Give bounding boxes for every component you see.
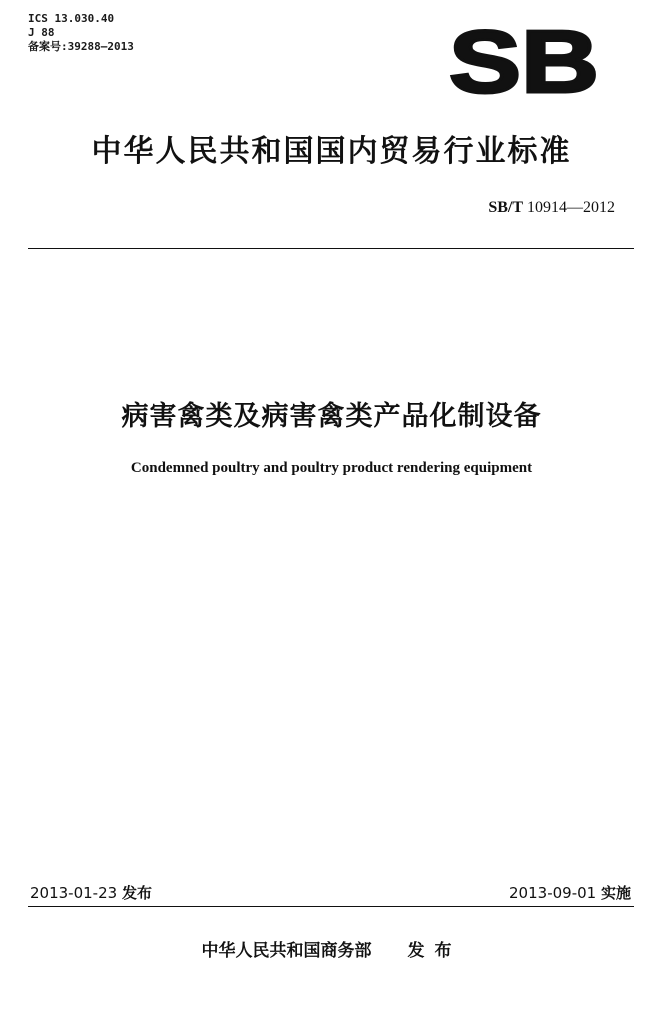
industry-standard-title: 中华人民共和国国内贸易行业标准 [91,134,572,169]
footer-divider [28,906,634,907]
record-number: 备案号:39288—2013 [28,40,134,53]
issue-date-label: 发布 [121,884,152,902]
ics-code: ICS 13.030.40 [28,12,115,25]
classification-block [28,12,134,54]
document-title-zh: 病害禽类及病害禽类产品化制设备 [121,401,542,432]
ccs-code: J 88 [28,26,55,39]
issue-date-value: 2013-01-23 [30,884,118,902]
implementation-date [509,882,631,903]
publisher [0,936,663,961]
standard-prefix: SB/T [488,199,523,216]
implementation-date-label: 实施 [600,884,631,902]
header-divider [28,248,634,249]
document-title-en: Condemned poultry and poultry product rendering equipment [130,460,533,476]
sb-logo [448,26,600,98]
publisher-name: 中华人民共和国商务部 [201,941,372,961]
standard-code: 10914—2012 [527,199,615,216]
sb-logo-text: SB [449,26,599,98]
implementation-date-value: 2013-09-01 [509,884,597,902]
standard-number [488,199,615,217]
publisher-label: 发布 [407,941,462,961]
issue-date [30,882,152,903]
